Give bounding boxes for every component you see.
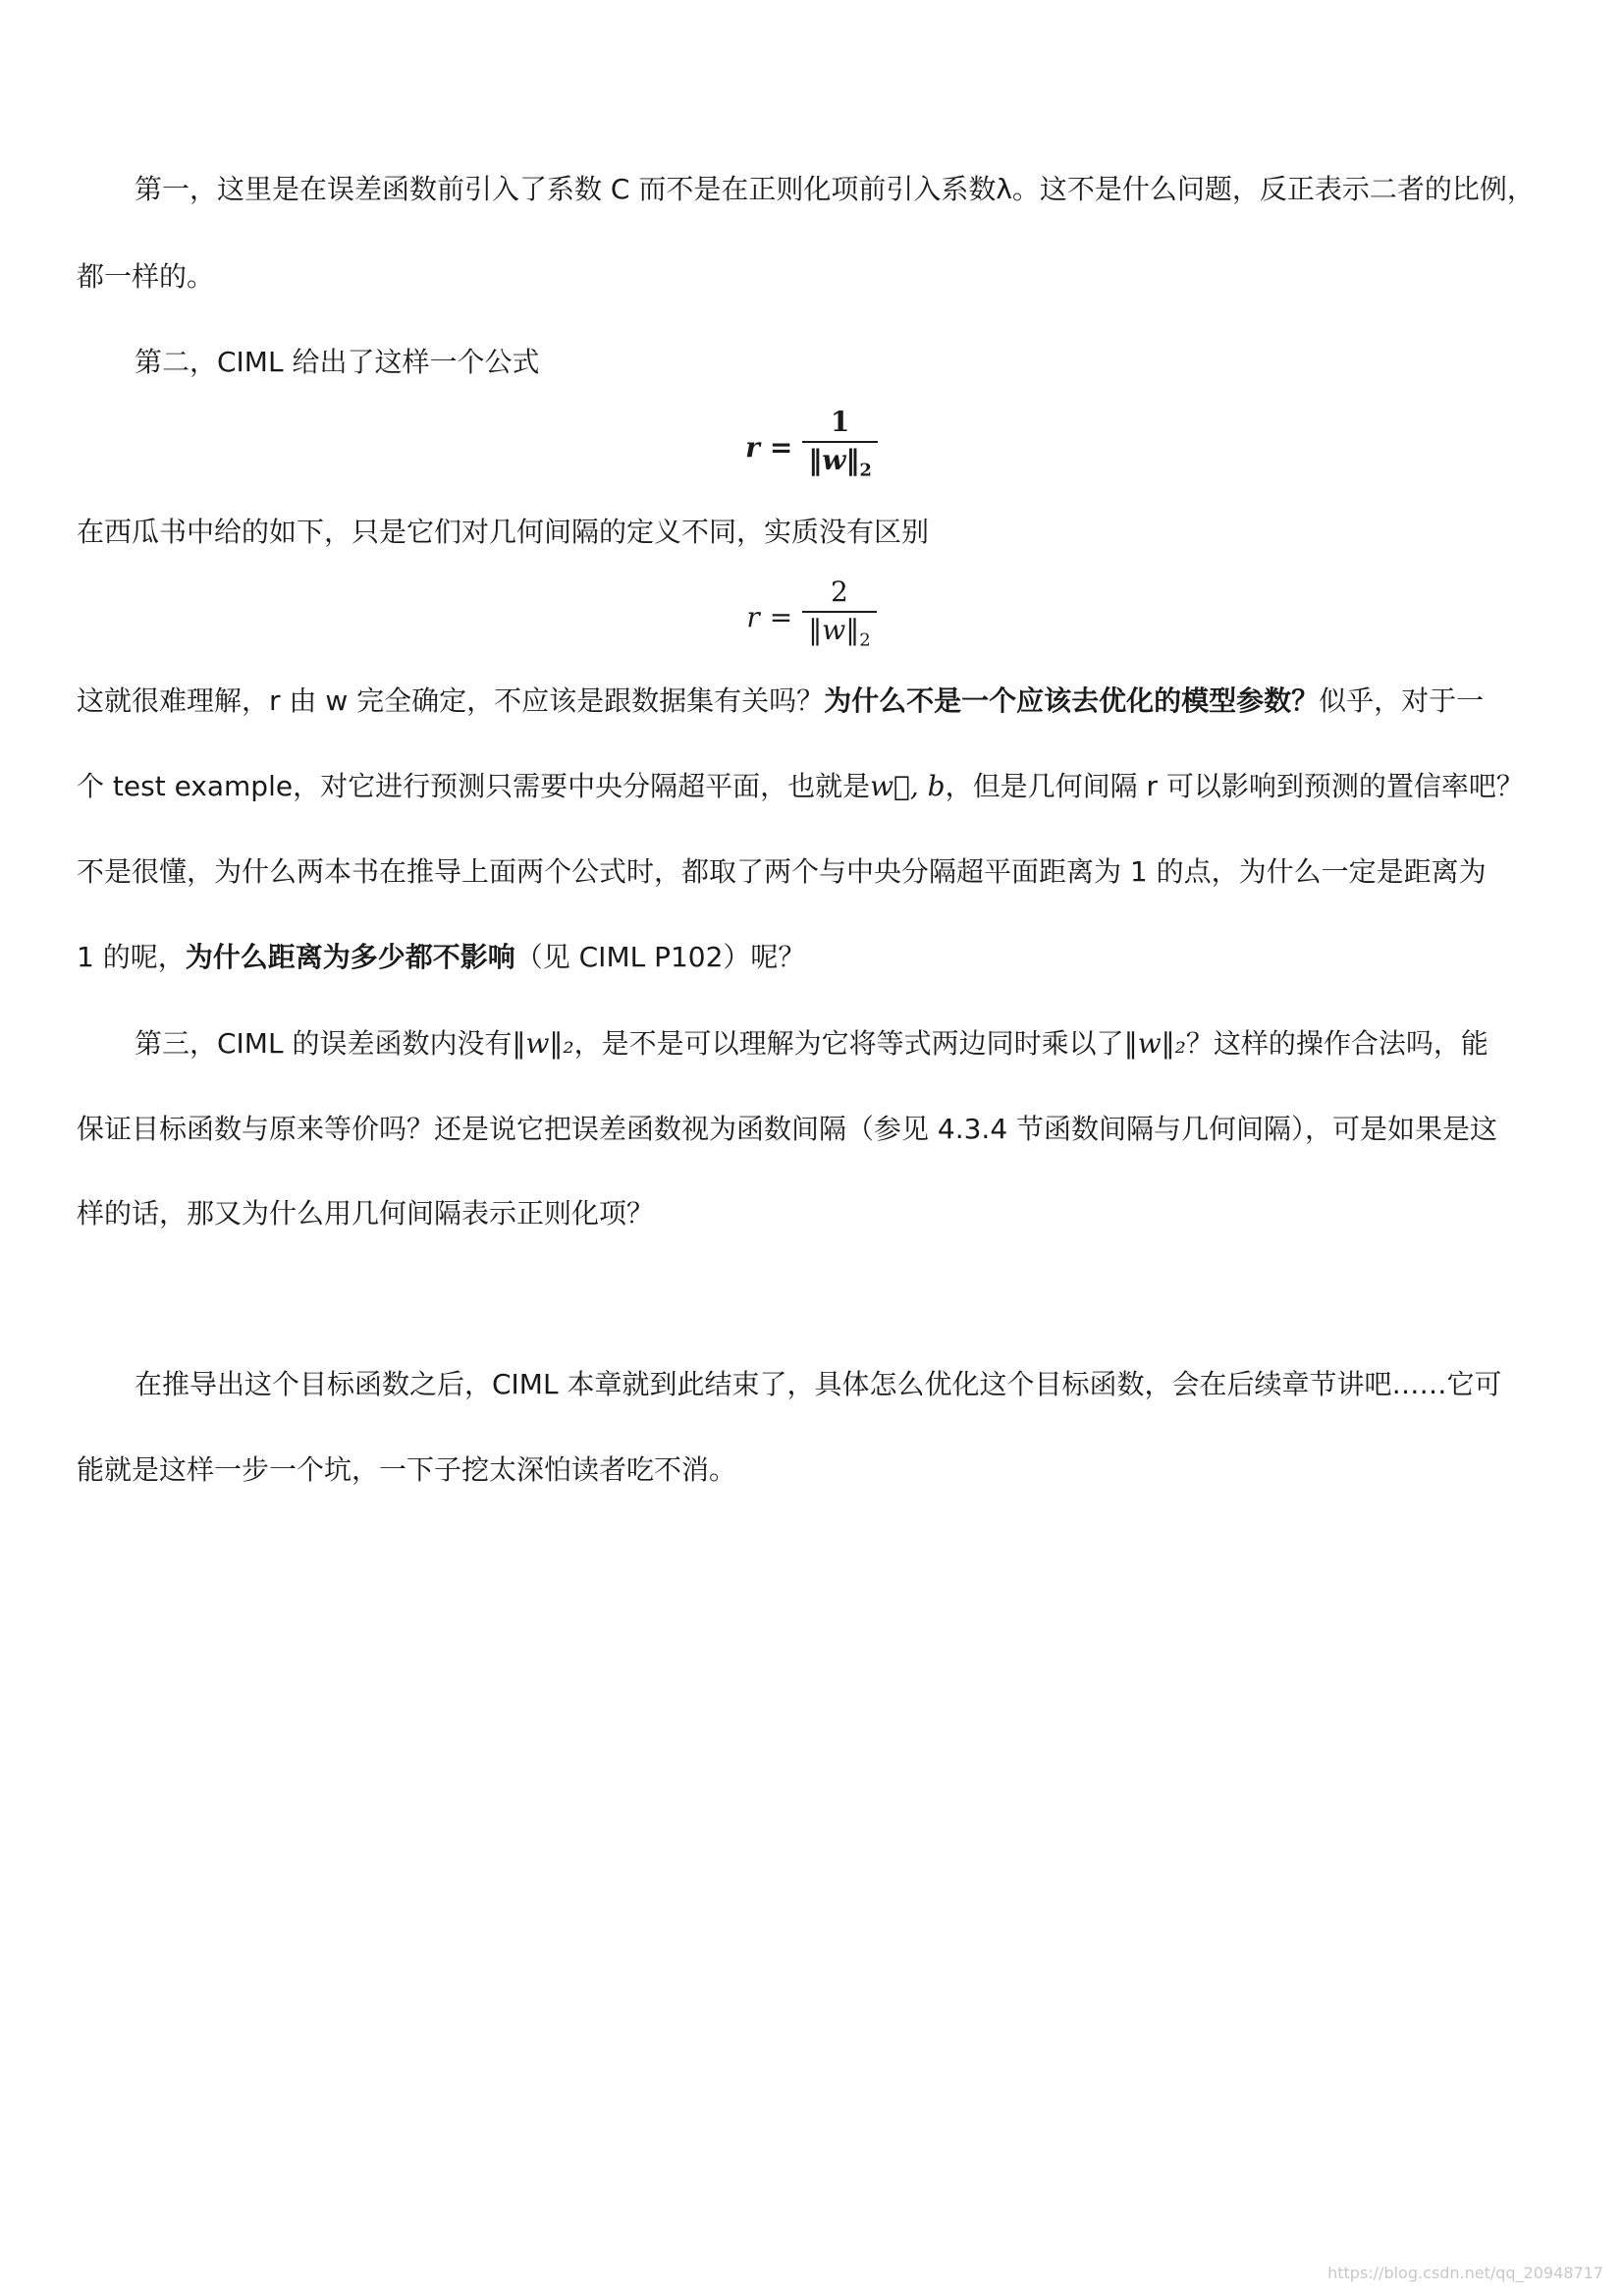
equation-1-lhs: r [745, 430, 760, 464]
equation-2-denominator-var: w [822, 614, 846, 646]
equation-2-numerator: 2 [831, 575, 848, 608]
paragraph-4-line-1 [0, 682, 1623, 721]
paragraph-4-line-2 [0, 767, 1623, 806]
equation-2-equals: = [769, 600, 793, 633]
paragraph-4-line-4-bold: 为什么距离为多少都不影响 [185, 941, 515, 973]
paragraph-5-line-3: 样的话，那又为什么用几何间隔表示正则化项？ [77, 1197, 655, 1230]
paragraph-4-line-4 [0, 938, 1623, 977]
paragraph-4-line-1-pre: 这就很难理解，r 由 w 完全确定，不应该是跟数据集有关吗？ [77, 684, 825, 717]
equation-1-denominator: $‖w‖_2$ [808, 444, 872, 481]
paragraph-4-line-3: 不是很懂，为什么两本书在推导上面两个公式时，都取了两个与中央分隔超平面距离为 1 的点，为什么一定是距离为 [77, 855, 1487, 888]
paragraph-5-line-2: 保证目标函数与原来等价吗？还是说它把误差函数视为函数间隔（参见 4.3.4 节函数间隔与几何间隔），可是如果是这 [77, 1113, 1498, 1145]
paragraph-4-line-2-post: ，但是几何间隔 r 可以影响到预测的置信率吧？ [945, 770, 1524, 802]
paragraph-4-line-2-pre: 个 test example，对它进行预测只需要中央分隔超平面，也就是 [77, 770, 871, 802]
equation-2-denominator-sub: 2 [859, 629, 871, 651]
paragraph-5-line-1-math-2: ‖w‖₂ [1123, 1027, 1186, 1060]
paragraph-5-line-1-pre: 第三，CIML 的误差函数内没有 [135, 1027, 513, 1060]
paragraph-3-line-1: 在西瓜书中给的如下，只是它们对几何间隔的定义不同，实质没有区别 [77, 516, 930, 548]
equation-1-denominator-var: w [822, 444, 846, 476]
equation-1-numerator: 1 [830, 406, 850, 438]
paragraph-1-line-2: 都一样的。 [77, 260, 215, 293]
paragraph-2-line-1: 第二，CIML 给出了这样一个公式 [135, 346, 540, 378]
watermark: https://blog.csdn.net/qq_20948717 [1327, 2264, 1603, 2282]
paragraph-4-line-2-math: w⃗, b [870, 770, 946, 802]
paragraph-4-line-4-post: （见 CIML P102）呢？ [514, 941, 806, 973]
paragraph-5-line-1-mid: ，是不是可以理解为它将等式两边同时乘以了 [573, 1027, 1124, 1060]
paragraph-6-line-2: 能就是这样一步一个坑，一下子挖太深怕读者吃不消。 [77, 1453, 737, 1486]
paragraph-5-line-1 [0, 1024, 1623, 1064]
equation-2-lhs: r [746, 600, 760, 633]
paragraph-1-line-1: 第一，这里是在误差函数前引入了系数 C 而不是在正则化项前引入系数λ。这不是什么问题，反正表示二者的比例， [135, 173, 1535, 205]
paragraph-4-line-1-post: 似乎，对于一 [1319, 684, 1485, 717]
equation-2-denominator: $‖w‖_2$ [808, 614, 871, 651]
paragraph-4-line-1-bold: 为什么不是一个应该去优化的模型参数？ [824, 684, 1320, 717]
paragraph-6-line-1: 在推导出这个目标函数之后，CIML 本章就到此结束了，具体怎么优化这个目标函数，会在后续章节讲吧……它可 [135, 1368, 1502, 1400]
paragraph-5-line-1-post: ？这样的操作合法吗，能 [1185, 1027, 1488, 1060]
equation-1 [0, 408, 1623, 487]
paragraph-4-line-4-pre: 1 的呢， [77, 941, 186, 973]
equation-2 [0, 577, 1623, 657]
equation-2-fraction [802, 577, 876, 657]
equation-1-equals: = [769, 430, 793, 464]
equation-1-fraction [802, 408, 878, 487]
equation-1-denominator-sub: 2 [859, 460, 872, 481]
paragraph-5-line-1-math-1: ‖w‖₂ [512, 1027, 574, 1060]
